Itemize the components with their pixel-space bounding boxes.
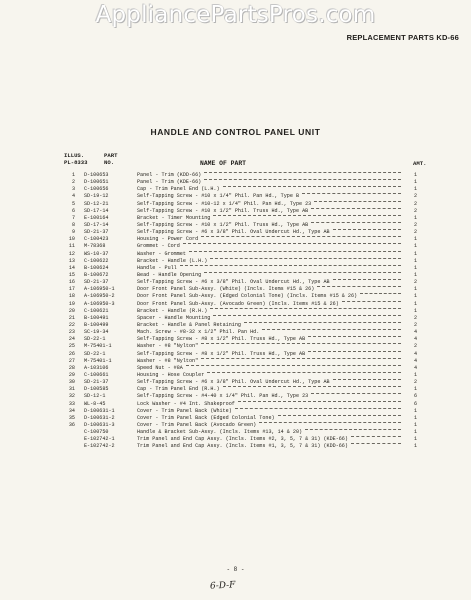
column-header-illus (64, 152, 88, 166)
row-part-name: Self-Tapping Screw - #6 x 3/8" Phil. Oval Undercut Hd., Type AB (137, 229, 330, 236)
row-illus-number: 32 (68, 393, 75, 400)
row-part-name: Cover - Trim Panel Back (White) (137, 407, 232, 414)
row-part-number: E-102742-2 (84, 443, 115, 450)
column-header-illus-line2: PL-8333 (64, 159, 88, 166)
row-part-name: Self-Tapping Screw - #8 x 1/2" Phil. Truss Hd., Type AB (137, 336, 306, 343)
row-part-number: D-100653 (84, 172, 109, 178)
row-part-name: Self-Tapping Screw - #8 x 1/2" Phil. Truss Hd., Type AB (137, 350, 306, 357)
row-part-number: SC-19-34 (84, 329, 109, 336)
row-illus-number: 11 (68, 243, 75, 250)
row-illus-number: 26 (68, 350, 75, 357)
dot-leader (210, 308, 401, 309)
row-amount: 1 (413, 414, 417, 421)
table-row (63, 315, 423, 322)
row-part-name: Trim Panel and End Cap Assy. (Incls. Items #2, 3, 5, 7 & 31) (KDE-66) (137, 436, 348, 443)
row-illus-number: 2 (71, 179, 75, 186)
dot-leader (189, 251, 401, 252)
row-amount: 1 (413, 300, 417, 307)
row-amount: 2 (413, 314, 417, 321)
row-amount: 1 (413, 293, 417, 300)
row-amount: 4 (413, 364, 417, 371)
dot-leader (244, 322, 401, 323)
row-amount: 2 (413, 221, 417, 228)
row-part-number: D-100651 (84, 179, 109, 186)
row-part-number: SD-19-12 (84, 193, 109, 200)
table-row (63, 343, 423, 350)
row-amount: 1 (413, 186, 417, 193)
row-amount: 4 (413, 336, 417, 343)
row-amount: 1 (413, 243, 417, 250)
row-part-number: B-100672 (84, 271, 109, 278)
row-part-number: SD-17-14 (84, 207, 109, 214)
row-illus-number: 19 (68, 300, 75, 307)
dot-leader (223, 186, 401, 187)
dot-leader (259, 422, 401, 423)
row-amount: 1 (413, 429, 417, 436)
row-part-number: D-100585 (84, 386, 109, 393)
dot-leader (201, 236, 401, 237)
table-row (63, 301, 423, 308)
row-part-name: Bracket - Timer Mounting (137, 214, 211, 221)
row-part-name: Bead - Handle Opening (137, 271, 202, 278)
dot-leader (308, 336, 401, 337)
row-part-name: Panel - Trim (KDE-66) (137, 179, 202, 186)
row-part-number: C-100661 (84, 371, 109, 378)
row-part-name: Speed Nut - #8A (137, 364, 183, 371)
table-row (63, 322, 423, 329)
dot-leader (238, 401, 401, 402)
row-part-number: E-100164 (84, 214, 109, 221)
dot-leader (201, 358, 401, 359)
dot-leader (333, 279, 401, 280)
row-amount: 1 (413, 386, 417, 393)
row-part-name: Bracket - Handle (L.H.) (137, 257, 208, 264)
row-part-name: Handle & Bracket Sub-Assy. (Incls. Items #13, 14 & 20) (137, 429, 303, 436)
dot-leader (314, 201, 401, 202)
row-part-name: Cap - Trim Panel End (L.H.) (137, 186, 220, 193)
column-header-name: NAME OF PART (200, 160, 247, 167)
row-part-number: SD-21-37 (84, 279, 109, 286)
row-part-number: A-106950-2 (84, 293, 115, 300)
dot-leader (235, 408, 401, 409)
column-header-part-line1: PART (104, 152, 118, 159)
row-amount: 1 (413, 172, 417, 178)
table-row (63, 401, 423, 408)
dot-leader (262, 329, 401, 330)
table-row (63, 286, 423, 293)
row-amount: 2 (413, 343, 417, 350)
row-part-number: SD-22-1 (84, 336, 106, 343)
table-row (63, 422, 423, 429)
row-illus-number: 35 (68, 414, 75, 421)
row-part-number: SD-21-37 (84, 379, 109, 386)
row-amount: 6 (413, 400, 417, 407)
row-part-number: SD-12-21 (84, 200, 109, 207)
row-part-name: Washer - #8 "Nylton" (137, 343, 199, 350)
row-part-number: WL-8-45 (84, 400, 106, 407)
row-amount: 4 (413, 329, 417, 336)
dot-leader (204, 172, 401, 173)
row-illus-number: 13 (68, 257, 75, 264)
table-row (63, 265, 423, 272)
row-part-name: Lock Washer - #4 Int. Shakeproof (137, 400, 235, 407)
row-illus-number: 10 (68, 236, 75, 243)
row-part-name: Cap - Trim Panel End (R.H.) (137, 386, 220, 393)
dot-leader (342, 301, 401, 302)
row-part-name: Self-Tapping Screw - #6 x 3/8" Phil. Oval Undercut Hd., Type AB (137, 279, 330, 286)
dot-leader (317, 286, 401, 287)
row-amount: 6 (413, 393, 417, 400)
row-part-number: C-100621 (84, 307, 109, 314)
dot-leader (311, 208, 401, 209)
row-part-name: Cover - Trim Panel Back (Edged Colonial Tone) (137, 414, 275, 421)
dot-leader (360, 293, 401, 294)
dot-leader (213, 215, 401, 216)
table-row (63, 251, 423, 258)
row-part-number: SD-12-1 (84, 393, 106, 400)
table-row (63, 351, 423, 358)
row-illus-number: 30 (68, 379, 75, 386)
row-illus-number: 23 (68, 329, 75, 336)
row-part-number: WS-10-37 (84, 250, 109, 257)
column-header-part-line2: NO. (104, 159, 115, 166)
row-amount: 4 (413, 357, 417, 364)
column-header-illus-line1: ILLUS. (64, 152, 85, 159)
row-amount: 2 (413, 279, 417, 286)
row-illus-number: 7 (71, 214, 75, 221)
row-part-name: Washer - Grommet (137, 250, 186, 257)
row-part-name: Door Front Panel Sub-Assy. (White) (Incls. Items #15 & 26) (137, 286, 315, 293)
row-part-name: Door Front Panel Sub-Assy. (Avocado Green) (Incls. Items #15 & 26) (137, 300, 339, 307)
row-part-number: C-100622 (84, 257, 109, 264)
row-part-number: B-100491 (84, 314, 109, 321)
row-illus-number: 12 (68, 250, 75, 257)
row-part-name: Housing - Hose Coupler (137, 371, 205, 378)
table-row (63, 408, 423, 415)
row-part-name: Self-Tapping Screw - #10 x 1/2" Phil. Truss Hd., Type AB (137, 207, 309, 214)
row-amount: 2 (413, 379, 417, 386)
row-part-name: Cover - Trim Panel Back (Avocado Green) (137, 421, 257, 428)
row-part-number: A-103106 (84, 364, 109, 371)
site-watermark: AppliancePartsPros.com (95, 2, 376, 28)
row-part-name: Trim Panel and End Cap Assy. (Incls. Items #1, 3, 5, 7 & 31) (KDD-66) (137, 443, 348, 450)
row-amount: 1 (413, 371, 417, 378)
table-row (63, 258, 423, 265)
row-part-name: Self-Tapping Screw - #6 x 3/8" Phil. Oval Undercut Hd., Type AB (137, 379, 330, 386)
row-amount: 1 (413, 443, 417, 450)
row-amount: 2 (413, 193, 417, 200)
row-amount: 2 (413, 207, 417, 214)
row-illus-number: 20 (68, 307, 75, 314)
row-illus-number: 9 (71, 229, 75, 236)
table-row (63, 379, 423, 386)
row-illus-number: 14 (68, 264, 75, 271)
row-part-name: Self-Tapping Screw - #10 x 1/2" Phil. Truss Hd., Type AB (137, 221, 309, 228)
row-illus-number: 18 (68, 293, 75, 300)
handwritten-note: 6-D-F (209, 580, 236, 592)
row-part-name: Grommet - Cord (137, 243, 180, 250)
table-row (63, 272, 423, 279)
row-amount: 1 (413, 179, 417, 186)
row-part-number: A-106950-3 (84, 300, 115, 307)
table-row (63, 293, 423, 300)
table-row (63, 393, 423, 400)
table-row (63, 308, 423, 315)
table-row (63, 186, 423, 193)
row-amount: 1 (413, 236, 417, 243)
row-part-name: Bracket - Handle & Panel Retaining (137, 321, 241, 328)
page-number: - 8 - (226, 566, 245, 573)
row-amount: 2 (413, 321, 417, 328)
dot-leader (180, 265, 401, 266)
row-part-number: A-106950-1 (84, 286, 115, 293)
table-row (63, 193, 423, 200)
row-illus-number: 17 (68, 286, 75, 293)
row-part-number: C-100423 (84, 236, 109, 243)
row-illus-number: 33 (68, 400, 75, 407)
table-row (63, 372, 423, 379)
row-part-number: C-100750 (84, 429, 109, 436)
table-row (63, 415, 423, 422)
row-part-number: SD-21-37 (84, 229, 109, 236)
row-part-name: Self-Tapping Screw - #4-40 x 1/4" Phil. Pan Hd., Type 23 (137, 393, 309, 400)
row-illus-number: 36 (68, 421, 75, 428)
column-header-part (104, 152, 117, 166)
row-part-name: Housing - Power Cord (137, 236, 199, 243)
row-amount: 2 (413, 229, 417, 236)
row-part-number: D-100631-3 (84, 421, 115, 428)
row-illus-number: 4 (71, 193, 75, 200)
table-row (63, 243, 423, 250)
row-part-number: D-100631-1 (84, 407, 115, 414)
row-amount: 1 (413, 214, 417, 221)
row-part-number: E-102742-1 (84, 436, 115, 443)
row-illus-number: 22 (68, 321, 75, 328)
row-amount: 1 (413, 250, 417, 257)
table-row (63, 229, 423, 236)
row-illus-number: 27 (68, 357, 75, 364)
dot-leader (213, 315, 401, 316)
dot-leader (210, 258, 401, 259)
dot-leader (333, 379, 401, 380)
row-illus-number: 34 (68, 407, 75, 414)
table-row (63, 215, 423, 222)
column-header-amount: AMT. (413, 160, 427, 167)
table-row (63, 436, 423, 443)
row-amount: 1 (413, 307, 417, 314)
dot-leader (351, 443, 401, 444)
table-row (63, 208, 423, 215)
row-part-number: M-75401-1 (84, 357, 112, 364)
row-illus-number: 21 (68, 314, 75, 321)
table-row (63, 222, 423, 229)
table-row (63, 172, 423, 179)
row-illus-number: 25 (68, 343, 75, 350)
row-part-number: SD-22-1 (84, 350, 106, 357)
table-row (63, 329, 423, 336)
dot-leader (311, 222, 401, 223)
dot-leader (204, 272, 401, 273)
row-illus-number: 1 (71, 172, 75, 178)
dot-leader (302, 193, 401, 194)
row-part-name: Spacer - Handle Mounting (137, 314, 211, 321)
parts-table (63, 172, 423, 450)
dot-leader (351, 436, 401, 437)
dot-leader (333, 229, 401, 230)
document-header: REPLACEMENT PARTS KD-66 (346, 33, 459, 42)
row-illus-number: 5 (71, 200, 75, 207)
dot-leader (305, 429, 401, 430)
table-row (63, 429, 423, 436)
row-illus-number: 8 (71, 221, 75, 228)
table-row (63, 179, 423, 186)
page-title: HANDLE AND CONTROL PANEL UNIT (150, 127, 321, 137)
dot-leader (278, 415, 401, 416)
dot-leader (207, 372, 401, 373)
table-row (63, 386, 423, 393)
row-part-number: D-100631-2 (84, 414, 115, 421)
dot-leader (204, 179, 401, 180)
row-amount: 1 (413, 286, 417, 293)
row-amount: 1 (413, 407, 417, 414)
row-part-name: Bracket - Handle (R.H.) (137, 307, 208, 314)
row-part-number: C-100656 (84, 186, 109, 193)
dot-leader (311, 393, 401, 394)
row-illus-number: 15 (68, 271, 75, 278)
row-illus-number: 28 (68, 364, 75, 371)
dot-leader (223, 386, 401, 387)
dot-leader (308, 351, 401, 352)
row-part-name: Handle - Pull (137, 264, 177, 271)
table-row (63, 336, 423, 343)
dot-leader (186, 365, 401, 366)
row-amount: 1 (413, 271, 417, 278)
row-illus-number: 31 (68, 386, 75, 393)
table-row (63, 358, 423, 365)
row-amount: 4 (413, 350, 417, 357)
row-part-name: Self-Tapping Screw - #10-12 x 1/4" Phil. Pan Hd., Type 23 (137, 200, 312, 207)
table-row (63, 443, 423, 450)
row-amount: 1 (413, 257, 417, 264)
table-row (63, 201, 423, 208)
row-amount: 1 (413, 421, 417, 428)
dot-leader (201, 343, 401, 344)
table-row (63, 236, 423, 243)
row-part-number: M-75401-1 (84, 343, 112, 350)
row-part-name: Door Front Panel Sub-Assy. (Edged Colonial Tone) (Incls. Items #15 & 26) (137, 293, 358, 300)
row-part-number: SD-17-14 (84, 221, 109, 228)
table-row (63, 365, 423, 372)
row-part-number: M-78368 (84, 243, 106, 250)
row-illus-number: 29 (68, 371, 75, 378)
row-amount: 2 (413, 200, 417, 207)
row-amount: 1 (413, 264, 417, 271)
row-illus-number: 16 (68, 279, 75, 286)
row-part-number: B-100624 (84, 264, 109, 271)
dot-leader (183, 243, 401, 244)
row-part-name: Panel - Trim (KDD-66) (137, 172, 202, 178)
row-part-name: Mach. Screw - #8-32 x 1/2" Phil. Pan Hd. (137, 329, 260, 336)
row-part-name: Self-Tapping Screw - #10 x 1/4" Phil. Pan Hd., Type B (137, 193, 300, 200)
row-part-number: B-100499 (84, 321, 109, 328)
row-part-name: Washer - #8 "Nylton" (137, 357, 199, 364)
row-amount: 1 (413, 436, 417, 443)
row-illus-number: 24 (68, 336, 75, 343)
row-illus-number: 3 (71, 186, 75, 193)
row-illus-number: 6 (71, 207, 75, 214)
table-row (63, 279, 423, 286)
